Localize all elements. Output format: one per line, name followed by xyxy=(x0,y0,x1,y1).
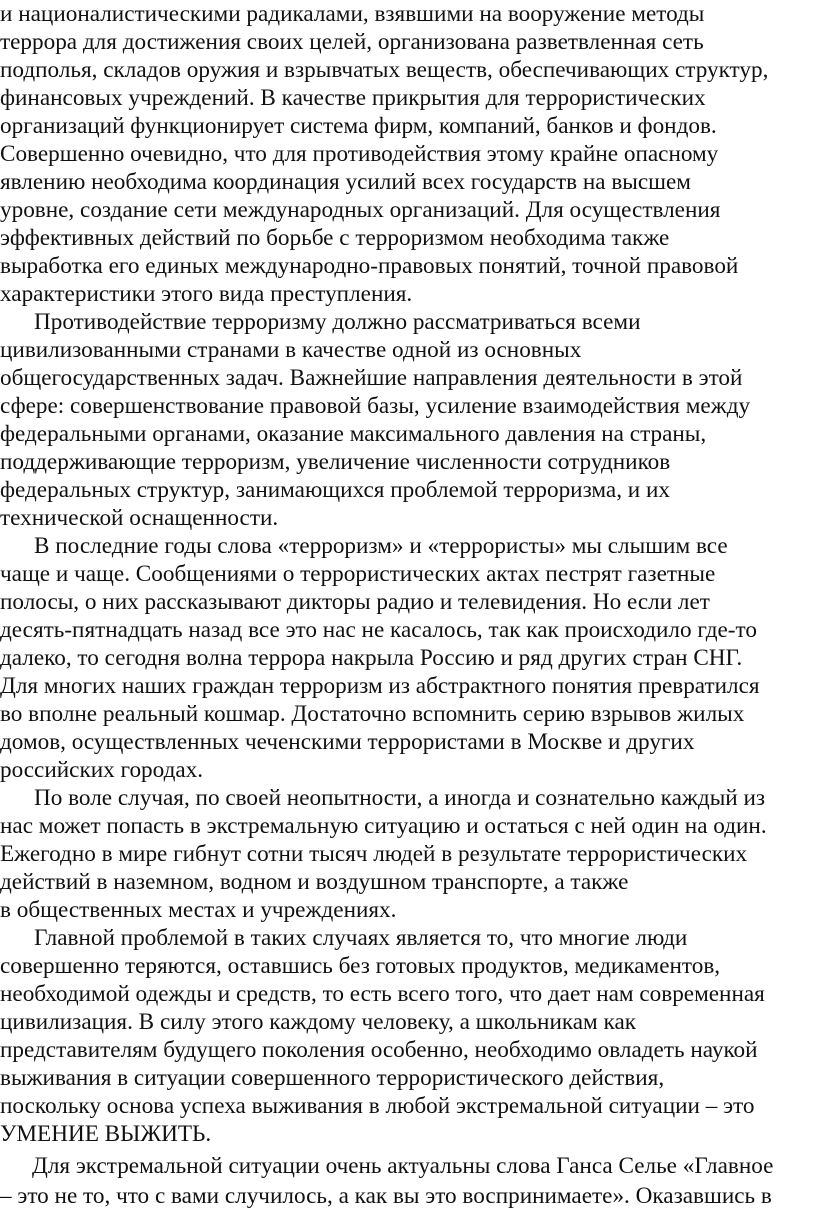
text-line: Для многих наших граждан терроризм из абстрактного понятия превратился xyxy=(0,673,760,699)
text-line: российских городах. xyxy=(0,757,204,783)
text-line: сфере: совершенствование правовой базы, усиление взаимодействия между xyxy=(0,393,751,419)
text-line: полосы, о них рассказывают дикторы радио и телевидения. Но если лет xyxy=(0,589,710,615)
text-line: эффективных действий по борьбе с терроризмом необходима также xyxy=(0,225,670,251)
text-line: и националистическими радикалами, взявшими на вооружение методы xyxy=(0,1,705,27)
text-line: представителям будущего поколения особенно, необходимо овладеть наукой xyxy=(0,1037,758,1063)
text-line: поддерживающие терроризм, увеличение численности сотрудников xyxy=(0,449,671,475)
text-line: УМЕНИЕ ВЫЖИТЬ. xyxy=(0,1121,212,1147)
text-line: совершенно теряются, оставшись без готовых продуктов, медикаментов, xyxy=(0,953,721,979)
text-line: общегосударственных задач. Важнейшие направления деятельности в этой xyxy=(0,365,743,391)
text-line: необходимой одежды и средств, то есть всего того, что дает нам современная xyxy=(0,981,765,1007)
text-line: во вполне реальный кошмар. Достаточно вспомнить серию взрывов жилых xyxy=(0,701,745,727)
paragraph-first-line: Для экстремальной ситуации очень актуальны слова Ганса Селье «Главное xyxy=(32,1153,774,1179)
text-line: выживания в ситуации совершенного террористического действия, xyxy=(0,1065,665,1091)
text-line: цивилизованными странами в качестве одной из основных xyxy=(0,337,582,363)
text-line: организаций функционирует система фирм, компаний, банков и фондов. xyxy=(0,113,717,139)
text-line: уровне, создание сети международных организаций. Для осуществления xyxy=(0,197,721,223)
text-line: нас может попасть в экстремальную ситуацию и остаться с ней один на один. xyxy=(0,813,767,839)
text-line: домов, осуществленных чеченскими террористами в Москве и других xyxy=(0,729,695,755)
text-line: действий в наземном, водном и воздушном транспорте, а также xyxy=(0,869,629,895)
text-line: явлению необходима координация усилий всех государств на высшем xyxy=(0,169,691,195)
text-line: далеко, то сегодня волна террора накрыла Россию и ряд других стран СНГ. xyxy=(0,645,743,671)
text-line: в общественных местах и учреждениях. xyxy=(0,897,397,923)
text-line: чаще и чаще. Сообщениями о террористических актах пестрят газетные xyxy=(0,561,716,587)
text-line: характеристики этого вида преступления. xyxy=(0,281,413,307)
text-line: Ежегодно в мире гибнут сотни тысяч людей в результате террористических xyxy=(0,841,748,867)
paragraph-first-line: В последние годы слова «терроризм» и «террористы» мы слышим все xyxy=(34,533,728,559)
text-line: десять-пятнадцать назад все это нас не касалось, так как происходило где-то xyxy=(0,617,757,643)
text-line: – это не то, что с вами случилось, а как вы это воспринимаете». Оказавшись в xyxy=(0,1183,772,1209)
text-line: технической оснащенности. xyxy=(0,505,279,531)
text-line: федеральных структур, занимающихся проблемой терроризма, и их xyxy=(0,477,671,503)
text-line: федеральными органами, оказание максимального давления на страны, xyxy=(0,421,707,447)
paragraph-first-line: Противодействие терроризму должно рассматриваться всеми xyxy=(34,309,641,335)
paragraph-first-line: Главной проблемой в таких случаях является то, что многие люди xyxy=(34,925,688,951)
text-line: цивилизация. В силу этого каждому человеку, а школьникам как xyxy=(0,1009,636,1035)
text-line: подполья, складов оружия и взрывчатых веществ, обеспечивающих структур, xyxy=(0,57,769,83)
paragraph-first-line: По воле случая, по своей неопытности, а иногда и сознательно каждый из xyxy=(34,785,766,811)
text-line: террора для достижения своих целей, организована разветвленная сеть xyxy=(0,29,704,55)
text-line: Совершенно очевидно, что для противодействия этому крайне опасному xyxy=(0,141,719,167)
text-line: выработка его единых международно-правовых понятий, точной правовой xyxy=(0,253,739,279)
text-line: поскольку основа успеха выживания в любой экстремальной ситуации – это xyxy=(0,1093,755,1119)
text-line: финансовых учреждений. В качестве прикрытия для террористических xyxy=(0,85,706,111)
